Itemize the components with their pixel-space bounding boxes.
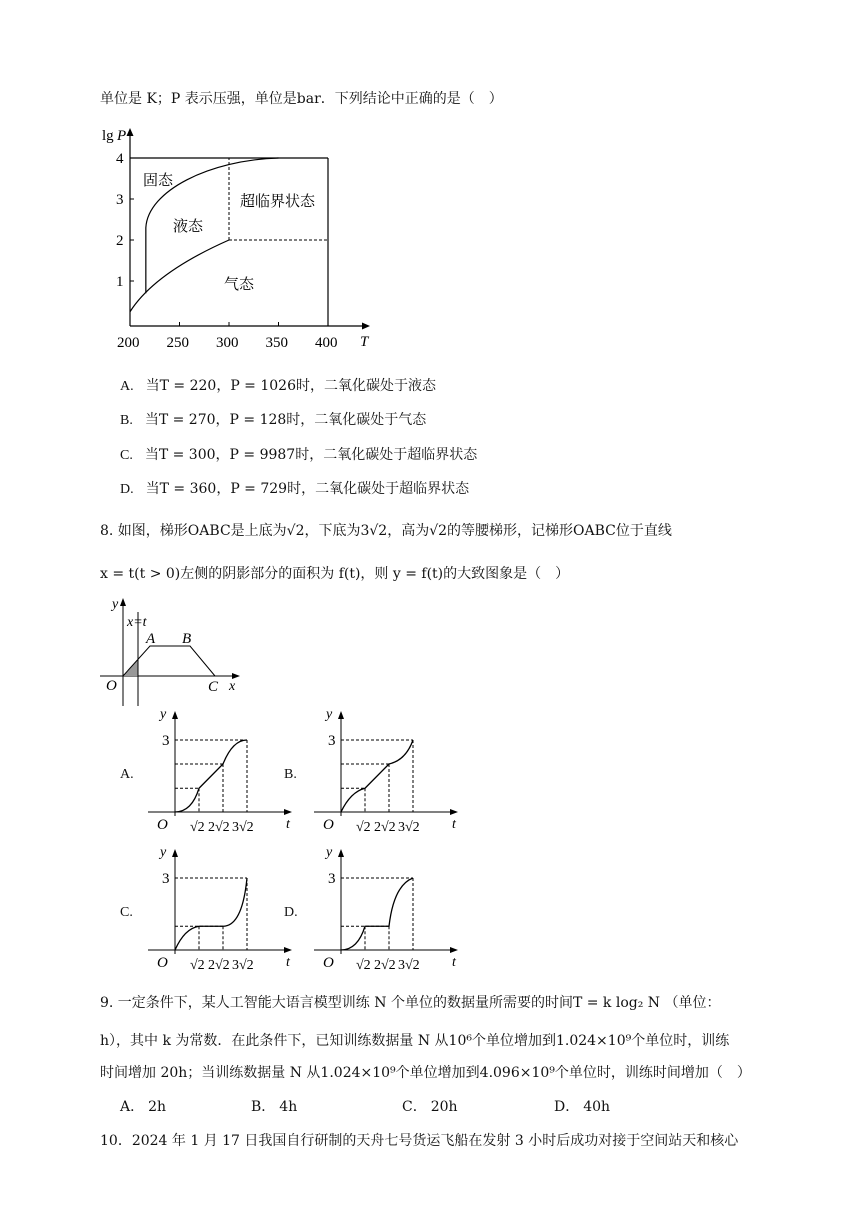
y-tick-label: 3 <box>116 192 124 208</box>
label-O: O <box>106 678 117 694</box>
region-solid: 固态 <box>143 173 174 189</box>
option-text: 当T = 220，P = 1026时，二氧化碳处于液态 <box>145 378 436 394</box>
origin-label: O <box>157 955 168 971</box>
y-label: y <box>160 707 167 722</box>
y-axis-arrow <box>172 849 178 857</box>
y-label: y <box>326 845 333 860</box>
q9-line2: h），其中 k 为常数．在此条件下，已知训练数据量 N 从10⁶个单位增加到1.024×10⁹个单位时，训练 <box>100 1033 730 1049</box>
x-axis-label: T <box>360 334 369 350</box>
option-text: 当T = 300，P = 9987时，二氧化碳处于超临界状态 <box>144 447 478 463</box>
q9-option-d[interactable] <box>554 1096 610 1116</box>
option-text: 20h <box>430 1099 458 1115</box>
x-tick-label: 300 <box>216 335 239 351</box>
x-tick-label: 2√2 <box>208 820 230 835</box>
t-label: t <box>286 817 290 832</box>
label-C: C <box>208 679 219 695</box>
t-label: t <box>452 817 456 832</box>
x-tick-label: 350 <box>265 335 288 351</box>
q9-option-a[interactable] <box>120 1096 166 1116</box>
option-label: B. <box>284 767 297 782</box>
y-tick-3: 3 <box>328 733 336 749</box>
graph-b <box>306 704 466 842</box>
option-text: 2h <box>148 1099 167 1115</box>
y-axis-arrow <box>338 849 344 857</box>
option-label: D． <box>554 1099 580 1115</box>
option-text: 当T = 270，P = 128时，二氧化碳处于气态 <box>144 412 427 428</box>
graph-c <box>140 842 300 980</box>
label-x: x <box>229 679 236 694</box>
q7-option-b[interactable] <box>120 409 426 429</box>
x-tick-label: √2 <box>356 820 371 835</box>
q9-line3: 时间增加 20h；当训练数据量 N 从1.024×10⁹个单位增加到4.096×10⁹个单位时，训练时间增加（ ） <box>100 1065 751 1081</box>
curve <box>175 878 247 950</box>
curve <box>341 740 413 812</box>
curve <box>341 878 413 950</box>
x-tick-label: √2 <box>190 958 205 973</box>
label-A: A <box>146 631 156 647</box>
phase-diagram-chart <box>100 122 390 357</box>
x-tick-label: 400 <box>315 335 338 351</box>
label-y: y <box>112 597 119 612</box>
x-tick-label: √2 <box>190 820 205 835</box>
option-text: 40h <box>583 1099 611 1115</box>
x-axis-arrow <box>284 947 292 953</box>
q7-option-d[interactable] <box>120 478 469 498</box>
option-label: C. <box>120 448 133 463</box>
q9-option-c[interactable] <box>402 1096 458 1116</box>
x-tick-label: 3√2 <box>398 820 420 835</box>
option-label: B. <box>120 413 133 428</box>
trapezoid-figure <box>98 592 248 710</box>
y-axis-arrow <box>120 598 126 606</box>
y-label: y <box>326 707 333 722</box>
y-tick-label: 2 <box>116 233 124 249</box>
y-axis-label: lg <box>102 128 114 144</box>
q10-line1: 10．2024 年 1 月 17 日我国自行研制的天舟七号货运飞船在发射 3 小时后成功对接于空间站天和核心 <box>100 1133 739 1149</box>
x-tick-label: 250 <box>166 335 189 351</box>
y-axis-label-P: P <box>117 128 127 144</box>
x-tick-label: √2 <box>356 958 371 973</box>
label-line: x=t <box>127 615 147 630</box>
y-tick-3: 3 <box>162 871 170 887</box>
x-axis-arrow <box>450 809 458 815</box>
y-tick-3: 3 <box>162 733 170 749</box>
y-axis-arrow <box>338 711 344 719</box>
q9-line1: 9. 一定条件下，某人工智能大语言模型训练 N 个单位的数据量所需要的时间T = k log₂ N （单位： <box>100 995 721 1011</box>
q9-option-b[interactable] <box>251 1096 297 1116</box>
region-liquid: 液态 <box>173 219 204 235</box>
x-tick-label: 3√2 <box>232 958 254 973</box>
intro-line: 单位是 K；P 表示压强，单位是bar．下列结论中正确的是（ ） <box>100 91 503 107</box>
origin-label: O <box>157 817 168 833</box>
option-label: A． <box>120 1099 145 1115</box>
x-axis-arrow <box>362 323 370 330</box>
y-axis-arrow <box>172 711 178 719</box>
y-tick-label: 1 <box>116 274 124 290</box>
q7-option-a[interactable] <box>120 375 436 395</box>
x-axis-arrow <box>284 809 292 815</box>
x-tick-label: 2√2 <box>208 958 230 973</box>
x-axis-arrow <box>450 947 458 953</box>
region-gas: 气态 <box>224 277 255 293</box>
y-label: y <box>160 845 167 860</box>
t-label: t <box>452 955 456 970</box>
option-label: C． <box>402 1099 427 1115</box>
option-label: B． <box>251 1099 276 1115</box>
x-tick-label: 200 <box>117 335 140 351</box>
q7-option-c[interactable] <box>120 444 477 464</box>
x-tick-label: 2√2 <box>374 958 396 973</box>
option-label: A. <box>120 379 134 394</box>
y-tick-label: 4 <box>116 151 124 167</box>
y-tick-3: 3 <box>328 871 336 887</box>
x-tick-label: 2√2 <box>374 820 396 835</box>
option-text: 当T = 360，P = 729时，二氧化碳处于超临界状态 <box>145 481 470 497</box>
t-label: t <box>286 955 290 970</box>
graph-d <box>306 842 466 980</box>
q8-line1: 8. 如图，梯形OABC是上底为√2，下底为3√2，高为√2的等腰梯形，记梯形OABC位于直线 <box>100 523 672 539</box>
option-label: A. <box>120 767 134 782</box>
curve <box>175 740 247 812</box>
phase-curve-0 <box>130 240 229 312</box>
option-text: 4h <box>279 1099 298 1115</box>
graph-a <box>140 704 300 842</box>
option-label: C. <box>120 905 133 920</box>
region-supercritical: 超临界状态 <box>240 194 316 210</box>
option-label: D. <box>284 905 298 920</box>
option-label: D. <box>120 482 134 497</box>
origin-label: O <box>323 955 334 971</box>
x-tick-label: 3√2 <box>232 820 254 835</box>
x-tick-label: 3√2 <box>398 958 420 973</box>
y-axis-arrow <box>127 128 134 136</box>
label-B: B <box>182 631 192 647</box>
q8-line2: x = t(t > 0)左侧的阴影部分的面积为 f(t)，则 y = f(t)的大致图象是（ ） <box>100 566 570 582</box>
origin-label: O <box>323 817 334 833</box>
